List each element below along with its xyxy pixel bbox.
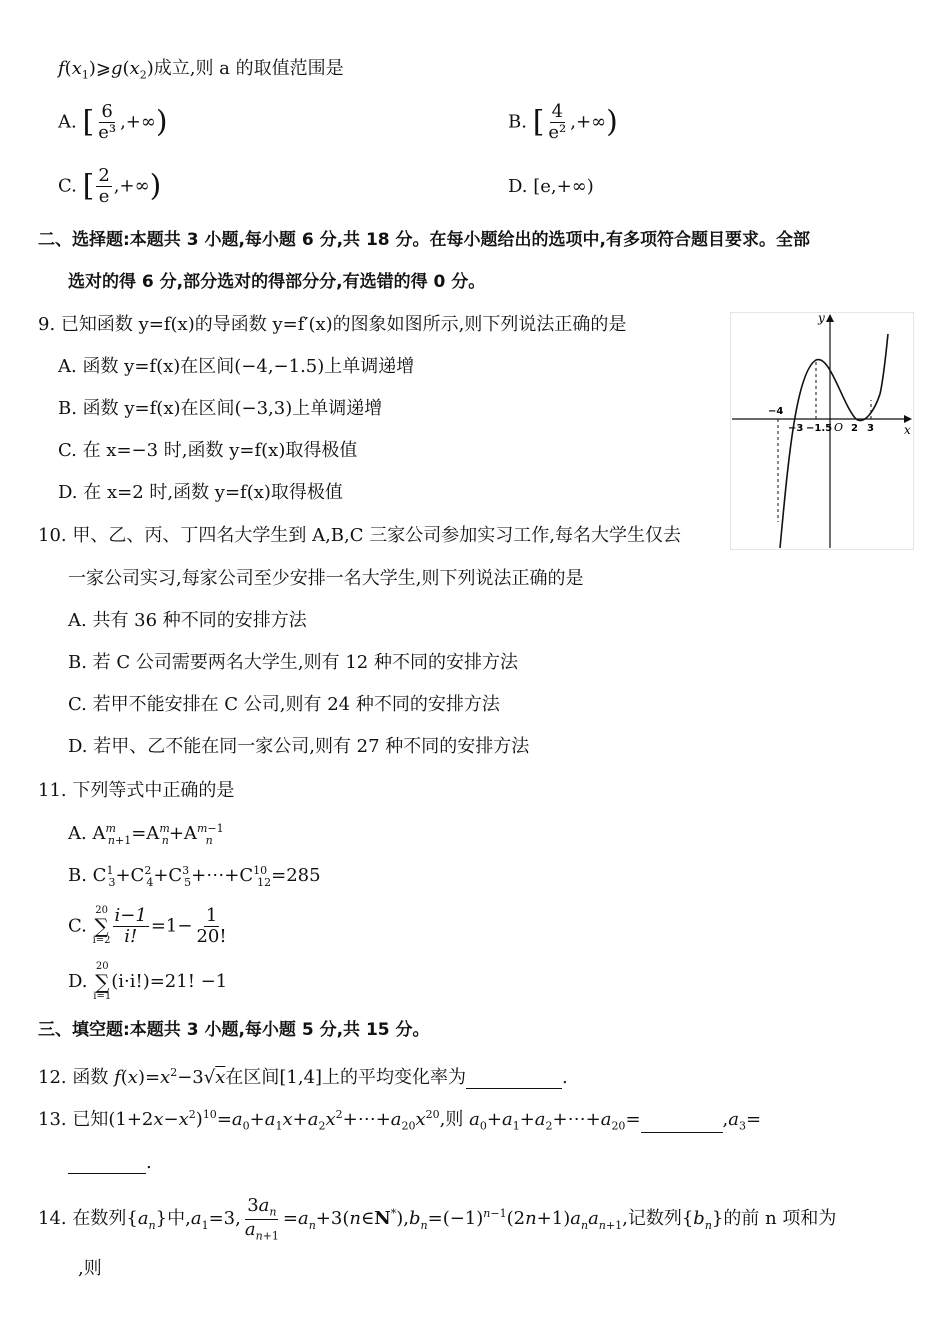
section3-heading: 三、填空题:本题共 3 小题,每小题 5 分,共 15 分。: [38, 1020, 430, 1040]
q8-option-d: D. [e,+∞): [508, 176, 594, 197]
tick-neg1-5: −1.5: [806, 423, 833, 434]
q9-option-d: D. 在 x=2 时,函数 y=f(x)取得极值: [58, 482, 343, 503]
q9-option-c: C. 在 x=−3 时,函数 y=f(x)取得极值: [58, 440, 358, 461]
q13-line2: .: [68, 1152, 152, 1174]
q8-option-c: C. [ $\frac{2}{e}$ ,+∞): [58, 165, 162, 207]
y-axis-label: y: [818, 312, 825, 325]
q11-stem: 11. 下列等式中正确的是: [38, 780, 235, 801]
q8-option-a: A. [ $\frac{6}{\text{e³}}$ ,+∞): [58, 101, 168, 143]
tick-neg4: −4: [768, 406, 784, 417]
q10-option-b: B. 若 C 公司需要两名大学生,则有 12 种不同的安排方法: [68, 652, 518, 673]
tick-2: 2: [851, 423, 858, 434]
q14-line1: 14. 在数列$\{a_n\}$中$,a_1=3$, $\frac{3a_n}{a_{n+1}}$ $=a_n+3(n\in N^*),b_n=(-1)^{n-1}(2n+1)a_na_{n+1}$,记数列$\{b_n\}$的前 n 项和为: [38, 1195, 837, 1243]
y-axis-arrow-icon: [826, 314, 834, 322]
q8-option-b: B. [ $\frac{4}{\text{e²}}$ ,+∞): [508, 101, 618, 143]
q11-option-a: A. $A^m_{n+1}=A^m_n+A^{m-1}_n$: [68, 822, 224, 847]
section2-heading-line1: 二、选择题:本题共 3 小题,每小题 6 分,共 18 分。在每小题给出的选项中,有多项符合题目要求。全部: [38, 230, 810, 250]
x-axis-arrow-icon: [904, 415, 912, 423]
origin-label: O: [834, 421, 844, 434]
q9-stem: 9. 已知函数 y=f(x)的导函数 y=f′(x)的图象如图所示,则下列说法正确的是: [38, 314, 627, 335]
q12-answer-blank[interactable]: [466, 1074, 562, 1089]
tick-neg3: −3: [788, 423, 804, 434]
q9-option-b: B. 函数 y=f(x)在区间(−3,3)上单调递增: [58, 398, 383, 419]
q10-option-c: C. 若甲不能安排在 C 公司,则有 24 种不同的安排方法: [68, 694, 500, 715]
q13-answer-blank-2[interactable]: [68, 1159, 146, 1174]
q12: 12. 函数 $f(x)=x^2-3√x$在区间[1,4]上的平均变化率为 .: [38, 1066, 568, 1088]
q13-line1: 13. 已知$(1+2x-x^2)^{10}=a_0+a_1x+a_2x^2+\cdots+a_{20}x^{20}$,则 $a_0+a_1+a_2+\cdots+a_{20}= ,a_3=$: [38, 1108, 762, 1133]
q10-option-a: A. 共有 36 种不同的安排方法: [68, 610, 307, 631]
derivative-graph: [730, 312, 914, 550]
tick-3: 3: [867, 423, 874, 434]
x-axis-label: x: [904, 423, 911, 437]
section2-heading-line2: 选对的得 6 分,部分选对的得部分分,有选错的得 0 分。: [68, 272, 486, 292]
q10-stem-line1: 10. 甲、乙、丙、丁四名大学生到 A,B,C 三家公司参加实习工作,每名大学生仅去: [38, 525, 681, 546]
derivative-curve: [780, 334, 888, 548]
q11-option-c: C. 20 ∑ i=2 $\frac{i-1}{i!}$ =1− $\frac{1}{20!}$: [68, 905, 227, 947]
q11-option-b: B. $C^1_3+C^2_4+C^3_5+\cdots+C^{10}_{12}=285$: [68, 864, 321, 889]
q14-line2: ,则: [78, 1258, 102, 1279]
q10-stem-line2: 一家公司实习,每家公司至少安排一名大学生,则下列说法正确的是: [68, 568, 584, 589]
q8-stem: $f(x_1)⩾g(x_2)$成立,则 a 的取值范围是: [58, 58, 344, 82]
q9-option-a: A. 函数 y=f(x)在区间(−4,−1.5)上单调递增: [58, 356, 415, 377]
q13-answer-blank-1[interactable]: [641, 1118, 723, 1133]
q11-option-d: D. 20 ∑ i=1 (i·i!)=21! −1: [68, 961, 228, 1002]
q10-option-d: D. 若甲、乙不能在同一家公司,则有 27 种不同的安排方法: [68, 736, 530, 757]
